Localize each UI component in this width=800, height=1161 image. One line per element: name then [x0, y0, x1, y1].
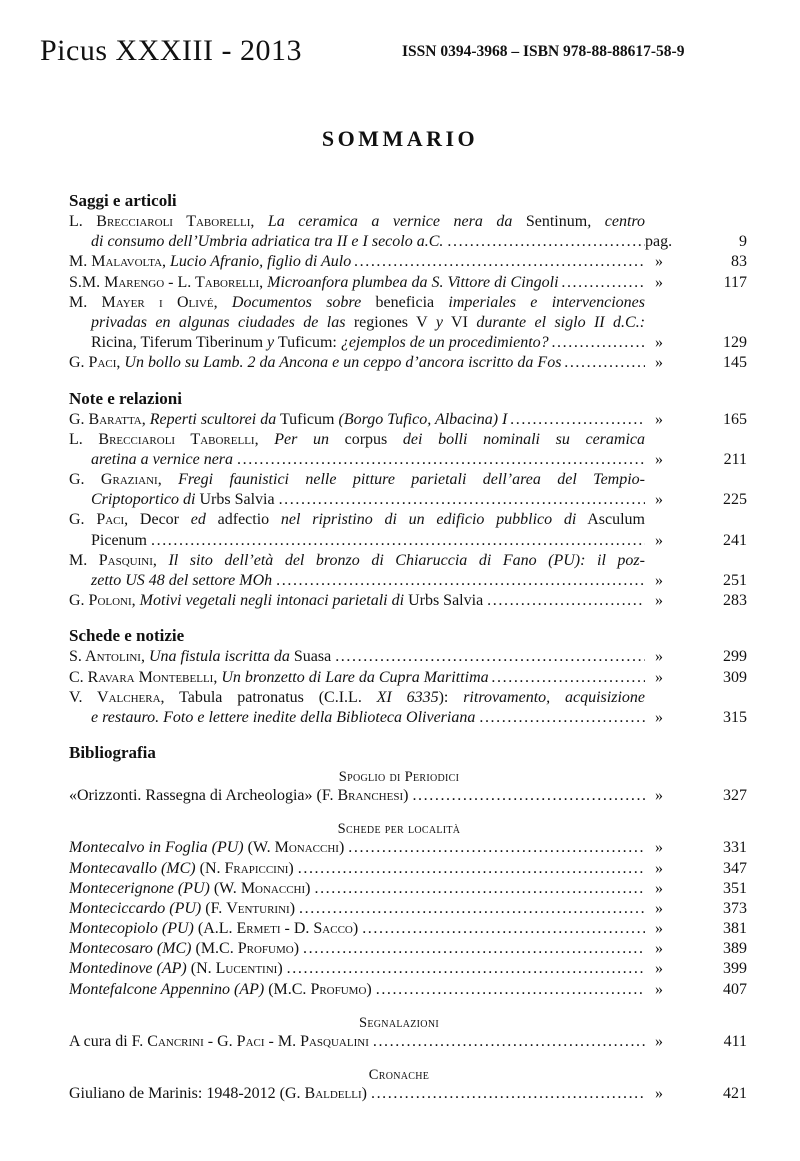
entry-text: )	[293, 940, 304, 958]
entry-text: ,	[152, 551, 169, 569]
page-ref	[645, 939, 749, 959]
entry-text	[233, 451, 237, 468]
entry-title-text: ,	[587, 213, 605, 230]
page-number: 83	[731, 253, 747, 271]
page-ref	[645, 450, 749, 470]
author-name: Paci	[236, 1032, 265, 1050]
page-marker: »	[655, 708, 663, 726]
entry-title-text: Criptoportico di	[91, 491, 196, 509]
issn-isbn: ISSN 0394-3968 – ISBN 978-88-88617-58-9	[402, 43, 685, 60]
entry-text: )	[277, 960, 287, 978]
author-name: Lucentini	[215, 960, 278, 978]
page-ref	[645, 959, 749, 979]
entry-line	[69, 510, 645, 530]
entry-text: , Tabula patronatus (C.I.L.	[160, 688, 377, 706]
page-number: 399	[723, 960, 747, 978]
entry-line	[69, 410, 645, 430]
entry-text: Giuliano de Marinis: 1948-2012 (G.	[69, 1085, 305, 1102]
author-name: G. Poloni	[69, 592, 132, 610]
page-number: 225	[723, 491, 747, 509]
entry-text: Asculum	[576, 511, 645, 529]
page-number: 407	[723, 980, 747, 998]
toc-entry[interactable]	[69, 1032, 749, 1052]
author-name: S.M. Marengo - L. Taborelli	[69, 273, 260, 291]
entry-title-text: Montedinove (AP)	[69, 960, 187, 978]
page-marker: »	[655, 899, 663, 917]
entry-title-text: y	[267, 334, 275, 352]
entry-text: )	[338, 839, 349, 857]
entry-text: ,	[141, 410, 150, 428]
page-ref	[645, 919, 749, 939]
entry-title-text: Montecopiolo (PU)	[69, 920, 194, 938]
entry-text: (A.L.	[193, 920, 237, 938]
entry-title-text: Fregi faunistici nelle pitture parietali dell’area del Tempio-	[178, 471, 645, 489]
page-number: 331	[723, 839, 747, 857]
entry-title-text: Microanfora plumbea da S. Vittore di Cingoli	[267, 273, 559, 291]
entry-line	[69, 293, 645, 313]
entry-line	[69, 212, 645, 232]
toc-entry[interactable]	[69, 939, 749, 959]
toc-entry[interactable]	[69, 980, 749, 1000]
page-marker: »	[655, 354, 663, 372]
page-number: 117	[723, 273, 747, 291]
toc-entry[interactable]	[69, 688, 749, 728]
entry-text: ,	[250, 213, 268, 230]
entry-line	[69, 1084, 645, 1104]
author-name: Ermeti - D. Sacco	[236, 920, 353, 938]
page-number: 389	[723, 940, 747, 958]
page-ref	[645, 859, 749, 879]
toc-entry[interactable]	[69, 959, 749, 979]
toc-entry[interactable]	[69, 293, 749, 354]
entry-title-text: Montecavallo (MC)	[69, 859, 196, 877]
toc-entry[interactable]	[69, 786, 749, 806]
entry-line	[69, 838, 645, 858]
entry-text: Ricina, Tiferum Tiberinum	[91, 334, 268, 352]
toc-entry[interactable]	[69, 668, 749, 688]
page-marker: »	[655, 592, 663, 610]
page-marker: »	[655, 940, 663, 958]
page-marker: »	[655, 787, 663, 805]
entry-title-text: Un bollo su Lamb. 2 da Ancona e un ceppo d’ancora iscritto da Fos	[124, 354, 562, 372]
bibliography-subheading: Cronache	[368, 1067, 430, 1083]
entry-title-text: Per un	[274, 430, 329, 448]
author-name: Venturini	[226, 899, 290, 917]
entry-title-text: (Borgo Tufico, Albacina) I	[338, 410, 508, 428]
entry-line	[69, 980, 645, 1000]
toc-entry[interactable]	[69, 838, 749, 858]
section-gap	[69, 374, 749, 388]
page-marker: »	[655, 410, 663, 428]
page-number: 251	[723, 572, 747, 589]
entry-line	[69, 430, 645, 450]
page-marker: »	[655, 920, 663, 938]
entry-text: )	[366, 980, 376, 998]
page-ref	[645, 879, 749, 899]
entry-line	[69, 708, 645, 728]
bibliography-subheading: Schede per località	[337, 821, 461, 838]
entry-text: )	[352, 920, 363, 938]
page-number: 373	[723, 899, 747, 917]
group-gap	[69, 1000, 749, 1010]
entry-title-text: Reperti scultorei da	[149, 410, 277, 428]
entry-text: ,	[213, 293, 232, 311]
author-name: Pasqualini	[300, 1032, 369, 1050]
author-name: L. Brecciaroli Taborelli	[69, 213, 251, 230]
entry-text: , Decor	[124, 511, 191, 529]
toc-entry[interactable]	[69, 510, 749, 550]
entry-text: ,	[116, 354, 125, 372]
entry-line	[69, 688, 645, 708]
page-ref	[645, 531, 749, 551]
page-number: 381	[723, 920, 747, 938]
entry-title-text: e restauro. Foto e lettere inedite della Biblioteca Oliveriana	[91, 708, 476, 726]
entry-text	[369, 1033, 373, 1050]
page-ref	[645, 1084, 749, 1104]
entry-title-text: nel ripristino di un edificio pubblico di	[280, 511, 577, 529]
entry-text: Tuficum:	[274, 334, 341, 352]
entry-text: ,	[162, 253, 171, 271]
entry-line	[69, 959, 645, 979]
page-number: 347	[723, 859, 747, 877]
page-number: 241	[723, 531, 747, 549]
page-marker: »	[655, 980, 663, 998]
entry-title-text: privadas en algunas ciudades de las	[91, 313, 346, 331]
entry-title-text: Montefalcone Appennino (AP)	[69, 980, 265, 998]
page-marker: »	[655, 253, 663, 271]
section-heading: Schede e notizie	[69, 626, 185, 646]
page-marker: »	[655, 1032, 663, 1050]
author-name: G. Paci	[69, 511, 125, 529]
entry-text	[443, 233, 447, 250]
entry-text: )	[289, 899, 300, 917]
entry-line	[69, 1032, 645, 1052]
entry-line	[69, 647, 645, 667]
page-number: 421	[723, 1085, 747, 1102]
entry-line	[69, 899, 645, 919]
author-name: C. Ravara Montebelli	[69, 668, 214, 686]
entry-title-text: ¿ejemplos de un procedimiento?	[340, 334, 549, 352]
entry-text: ,	[157, 471, 179, 489]
toc-entry[interactable]	[69, 551, 749, 591]
page-ref	[645, 353, 749, 373]
entry-title-text: y	[435, 313, 443, 331]
entry-line	[69, 668, 645, 688]
entry-line	[69, 273, 645, 293]
page-ref	[645, 591, 749, 611]
page-marker: »	[655, 531, 663, 549]
entry-title-text: aretina a vernice nera	[91, 450, 234, 468]
entry-title-text: Monteciccardo (PU)	[69, 899, 202, 917]
page-number: 283	[723, 592, 747, 610]
entry-text: regiones V	[345, 313, 436, 331]
entry-line	[69, 591, 645, 611]
author-name: V. Valchera	[69, 688, 161, 706]
toc-entry[interactable]	[69, 273, 749, 293]
author-name: Profumo	[237, 940, 294, 958]
entry-title-text: imperiales e intervenciones	[448, 293, 645, 311]
entry-line	[69, 939, 645, 959]
page-number: 351	[723, 879, 747, 897]
entry-text: Picenum	[91, 531, 151, 549]
group-gap	[69, 1052, 749, 1062]
page-number: 315	[723, 708, 747, 726]
entry-text: ,	[140, 648, 149, 666]
entry-text: Tuficum	[276, 410, 339, 428]
page-ref	[645, 647, 749, 667]
entry-text: Urbs Salvia	[195, 491, 279, 509]
entry-line	[69, 879, 645, 899]
page-marker: »	[655, 450, 663, 468]
entry-text: - G.	[203, 1032, 237, 1050]
page-marker: »	[655, 334, 663, 352]
entry-line	[69, 450, 645, 470]
page-number: 299	[723, 648, 747, 666]
page-marker: »	[655, 273, 663, 291]
page-marker: »	[655, 668, 663, 686]
page-marker: »	[655, 839, 663, 857]
toc-entry[interactable]	[69, 410, 749, 430]
entry-text: (W.	[209, 879, 241, 897]
entry-title-text: ed	[190, 511, 206, 529]
entry-text: adfectio	[205, 511, 281, 529]
entry-title-text: Una fistula iscritta da	[148, 648, 290, 666]
entry-text: - M.	[264, 1032, 301, 1050]
author-name: G. Paci	[69, 354, 117, 372]
section-heading: Saggi e articoli	[69, 191, 177, 210]
page-ref	[645, 571, 749, 591]
entry-text: (N.	[195, 859, 225, 877]
author-name: S. Antolini	[69, 648, 141, 666]
entry-line	[69, 859, 645, 879]
author-name: G. Baratta	[69, 410, 142, 428]
section-gap	[69, 728, 749, 742]
entry-line	[69, 786, 645, 806]
toc-entry[interactable]	[69, 591, 749, 611]
entry-text: beneficia	[361, 293, 449, 311]
entry-text: )	[305, 879, 315, 897]
page-number: 145	[723, 354, 747, 372]
entry-line	[69, 353, 645, 373]
author-name: M. Malavolta	[69, 253, 163, 271]
page-ref	[645, 232, 749, 252]
entry-text: ,	[213, 668, 222, 686]
entry-line	[69, 551, 645, 571]
entry-line	[69, 470, 645, 490]
toc-entry[interactable]	[69, 470, 749, 510]
entry-title-text: Un bronzetto di Lare da Cupra Marittima	[221, 668, 489, 686]
toc-entry[interactable]	[69, 859, 749, 879]
entry-text: Suasa	[289, 648, 336, 666]
entry-text: ,	[131, 592, 140, 610]
page-marker: pag.	[645, 233, 673, 251]
section-heading: Note e relazioni	[69, 388, 182, 408]
author-name: Cancrini	[147, 1032, 204, 1050]
entry-text: ):	[438, 688, 464, 706]
page-marker: »	[655, 879, 663, 897]
entry-text: (M.C.	[191, 940, 238, 958]
author-name: M. Pasquini	[69, 551, 153, 569]
toc-entry[interactable]	[69, 647, 749, 667]
author-name: L. Brecciaroli Taborelli	[69, 430, 255, 448]
entry-line	[69, 313, 645, 333]
page-ref	[645, 490, 749, 510]
page-ref	[645, 899, 749, 919]
entry-text: )	[361, 1085, 371, 1102]
entry-title-text: XI 6335	[376, 688, 439, 706]
author-name: Monacchi	[274, 839, 339, 857]
entry-title-text: dei bolli nominali su ceramica	[402, 430, 645, 448]
page-ref	[645, 333, 749, 353]
page-ref	[645, 668, 749, 688]
entry-title-text: zetto US 48 del settore MOh	[91, 572, 273, 589]
page-number: 327	[723, 787, 747, 805]
entry-text: (M.C.	[264, 980, 311, 998]
entry-title-text: La ceramica a vernice nera da	[267, 213, 513, 230]
entry-title-text: centro	[604, 213, 645, 230]
page-marker: »	[655, 1085, 663, 1102]
author-name: Frapiccini	[224, 859, 289, 877]
author-name: Baldelli	[304, 1085, 362, 1102]
entry-text: ,	[254, 430, 275, 448]
group-gap	[69, 806, 749, 816]
entry-text: Urbs Salvia	[404, 592, 488, 610]
entry-line	[69, 531, 645, 551]
author-name: Branchesi	[337, 787, 404, 805]
entry-text: VI	[442, 313, 477, 331]
page-marker: »	[655, 648, 663, 666]
section-gap	[69, 611, 749, 625]
entry-title-text: durante el siglo II d.C.:	[476, 313, 645, 331]
entry-title-text: Montecalvo in Foglia (PU)	[69, 839, 244, 857]
toc-entry[interactable]	[69, 1084, 749, 1104]
page-ref	[645, 980, 749, 1000]
bibliography-subheading: Spoglio di Periodici	[338, 769, 460, 786]
entry-line	[69, 919, 645, 939]
page-ref	[645, 252, 749, 272]
entry-title-text: Il sito dell’età del bronzo di Chiaruccia di Fano (PU): il poz-	[168, 551, 645, 569]
page-ref	[645, 410, 749, 430]
entry-title-text: Lucio Afranio, figlio di Aulo	[170, 253, 352, 271]
entry-title-text: Documentos sobre	[231, 293, 362, 311]
entry-text: (F.	[201, 899, 227, 917]
entry-text: A cura di F.	[69, 1032, 148, 1050]
entry-line	[69, 571, 645, 591]
entry-text: )	[403, 787, 413, 805]
toc-entry[interactable]	[69, 899, 749, 919]
toc-entry[interactable]	[69, 430, 749, 470]
page-marker: »	[655, 960, 663, 978]
entry-title-text: di consumo dell’Umbria adriatica tra II e I secolo a.C.	[91, 233, 444, 251]
author-name: M. Mayer i Olivé	[69, 293, 214, 311]
entry-title-text: Motivi vegetali negli intonaci parietali di	[139, 592, 405, 610]
page-ref	[645, 1032, 749, 1052]
table-of-contents	[69, 190, 749, 1104]
bibliography-heading: Bibliografia	[69, 743, 156, 763]
entry-title-text: ritrovamento, acquisizione	[463, 688, 645, 706]
toc-entry[interactable]	[69, 879, 749, 899]
page-ref	[645, 838, 749, 858]
entry-text: Sentinum	[512, 213, 588, 230]
page-ref	[645, 273, 749, 293]
entry-text: (W.	[243, 839, 275, 857]
entry-line	[69, 252, 645, 272]
toc-entry[interactable]	[69, 353, 749, 373]
page-number: 9	[739, 233, 747, 251]
page-number: 129	[723, 334, 747, 352]
entry-text	[272, 572, 276, 589]
author-name: Monacchi	[240, 879, 306, 897]
entry-title-text: Montecerignone (PU)	[69, 879, 210, 897]
toc-entry[interactable]	[69, 919, 749, 939]
page-number: 211	[723, 450, 747, 468]
page-marker: »	[655, 491, 663, 509]
page-marker: »	[655, 572, 663, 589]
page-marker: »	[655, 859, 663, 877]
page-title: SOMMARIO	[321, 126, 479, 151]
entry-text: «Orizzonti. Rassegna di Archeologia» (F.	[69, 787, 338, 805]
journal-title: Picus XXXIII - 2013	[40, 34, 302, 67]
entry-title-text: Montecosaro (MC)	[69, 940, 192, 958]
author-name: Profumo	[310, 980, 367, 998]
entry-text: )	[288, 859, 298, 877]
page-ref	[645, 708, 749, 728]
page-number: 309	[723, 668, 747, 686]
page-number: 411	[723, 1032, 747, 1050]
page-ref	[645, 786, 749, 806]
entry-text: ,	[259, 273, 268, 291]
entry-line	[69, 232, 645, 252]
toc-entry[interactable]	[69, 252, 749, 272]
toc-entry[interactable]	[69, 212, 749, 252]
entry-text	[475, 709, 479, 726]
entry-line	[69, 333, 645, 353]
entry-line	[69, 490, 645, 510]
author-name: G. Graziani	[69, 471, 158, 489]
bibliography-subheading: Segnalazioni	[359, 1014, 439, 1031]
page-number: 165	[723, 410, 747, 428]
entry-text: corpus	[328, 430, 403, 448]
entry-text: (N.	[186, 960, 216, 978]
